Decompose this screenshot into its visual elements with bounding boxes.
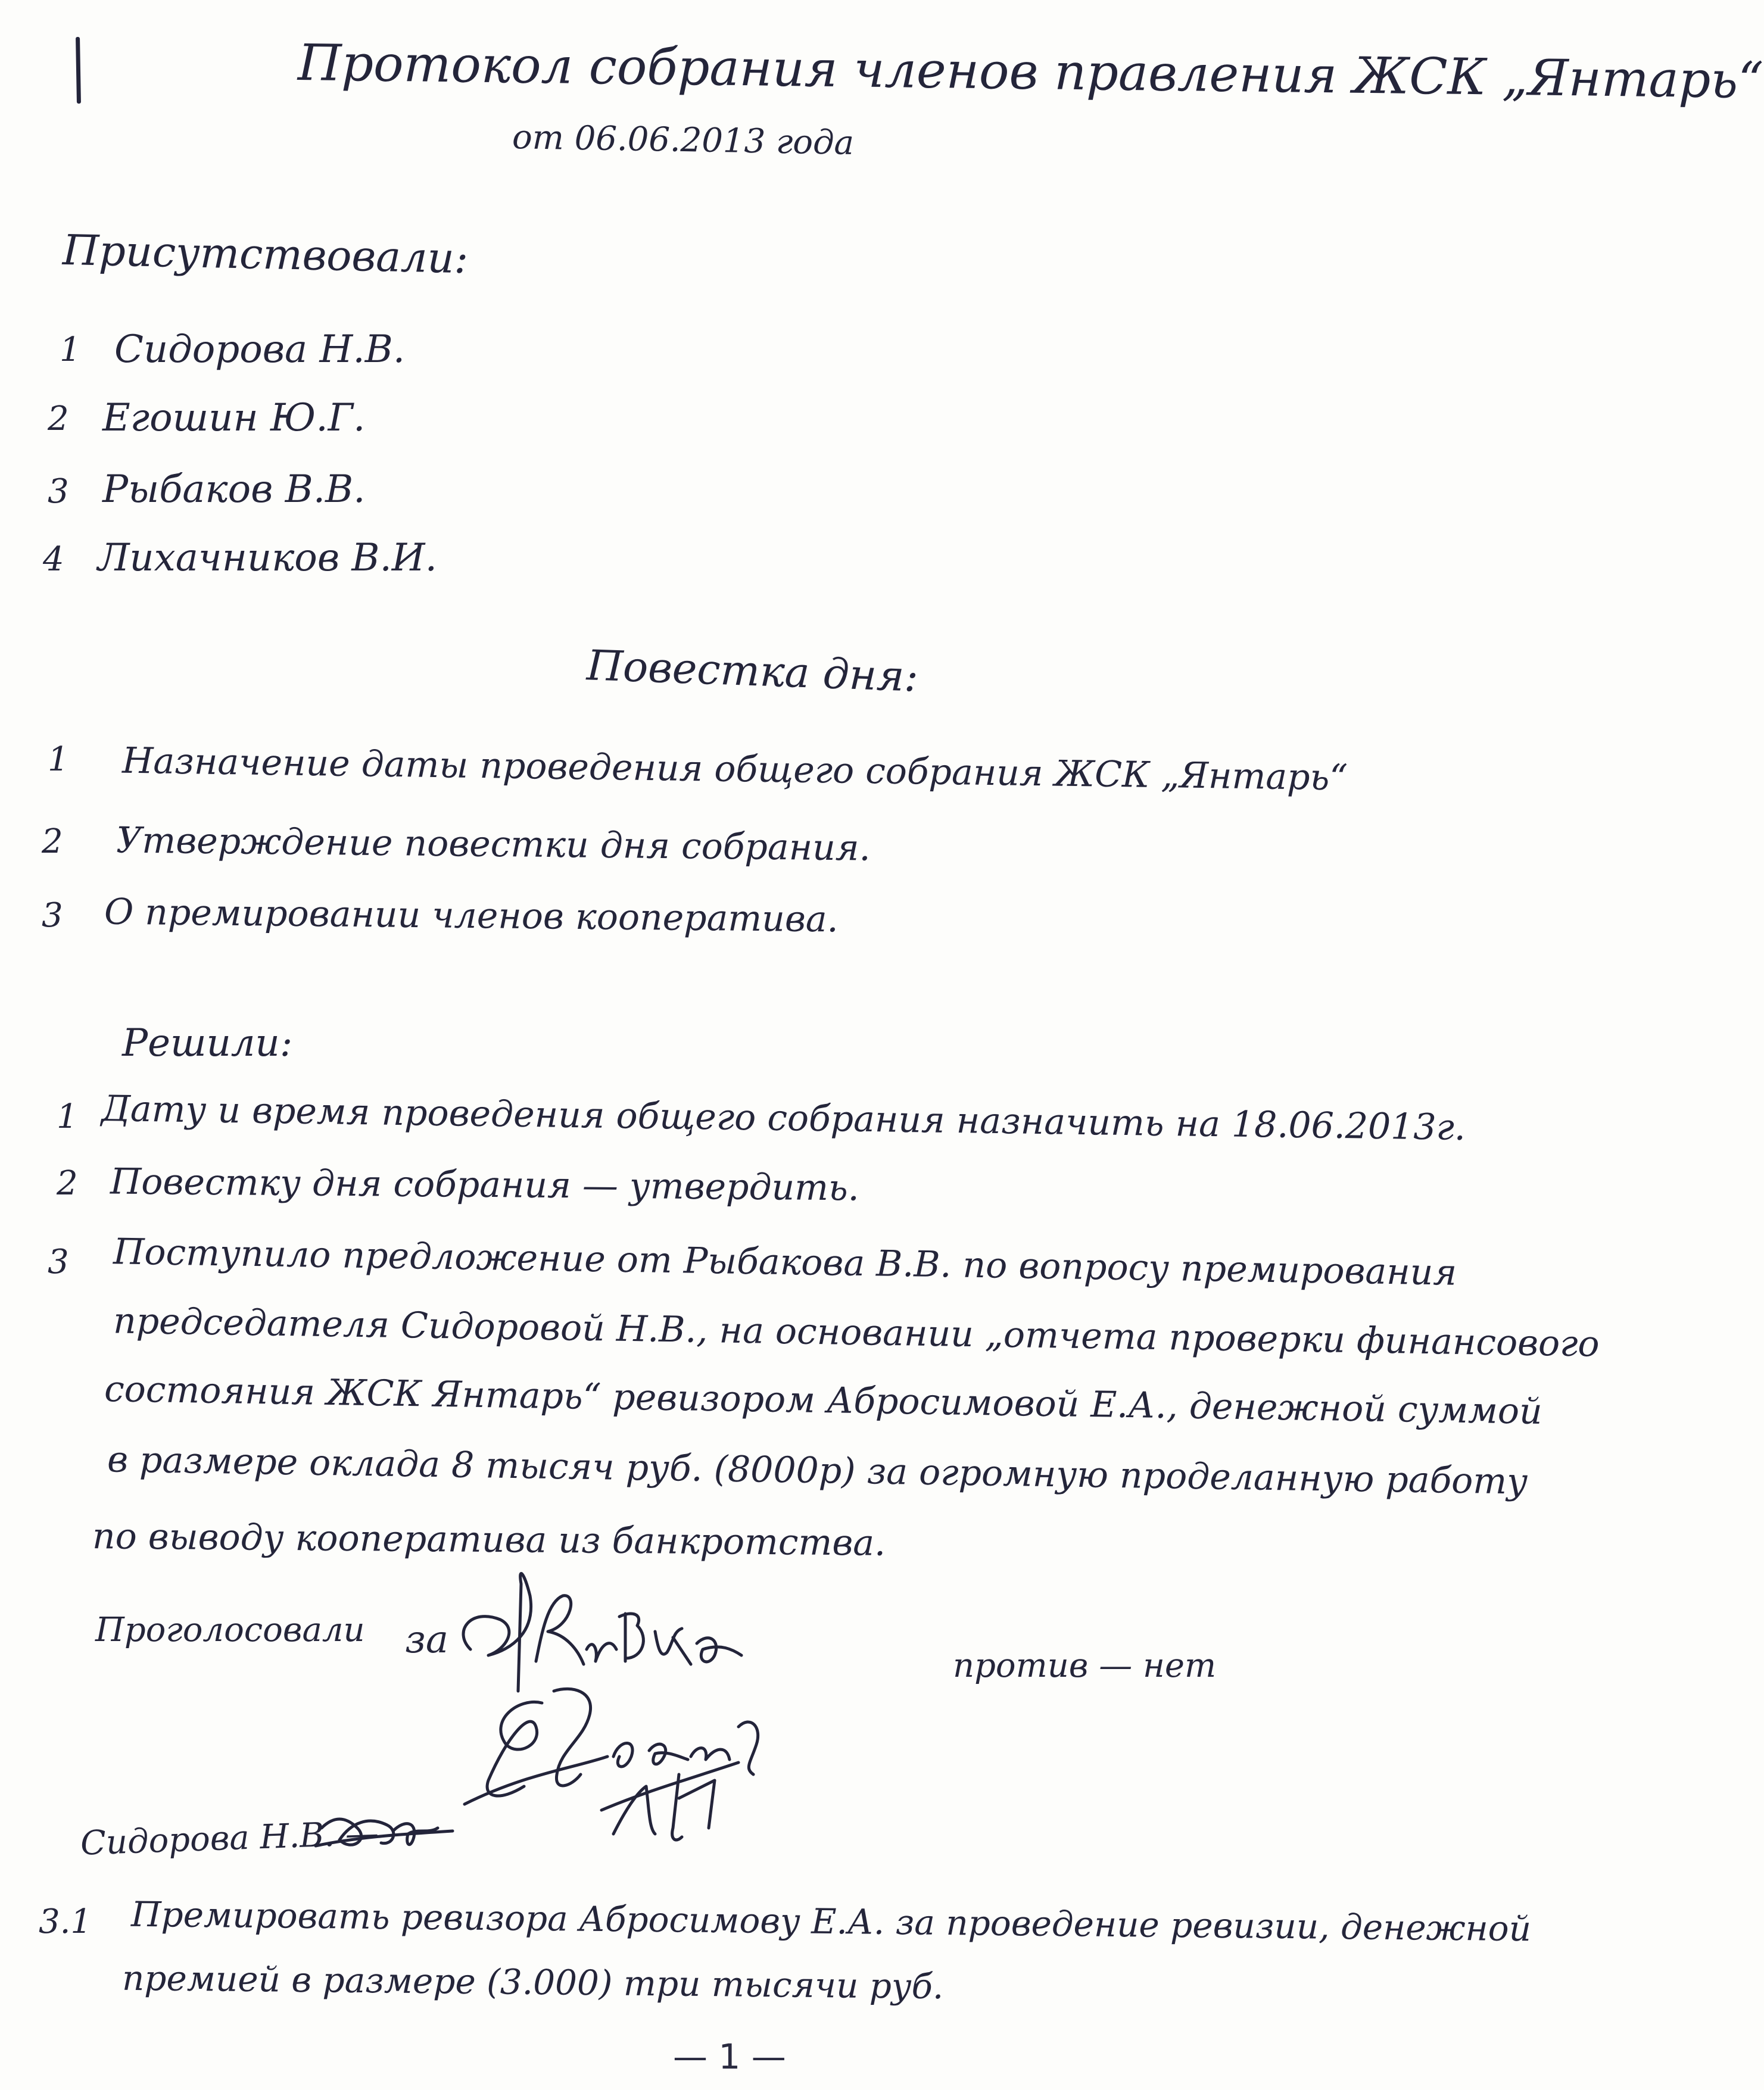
agenda-number: 1	[48, 740, 69, 779]
decision-line: в размере оклада 8 тысяч руб. (8000р) за огромную проделанную работу	[107, 1439, 1528, 1503]
document-date: от 06.06.2013 года	[512, 117, 855, 163]
addendum-number: 3.1	[39, 1902, 92, 1941]
attendee-number: 1	[60, 330, 81, 369]
page-number: — 1 —	[673, 2036, 786, 2077]
decision-text: Дату и время проведения общего собрания назначить на 18.06.2013г.	[101, 1088, 1466, 1149]
attendee-number: 2	[48, 400, 69, 438]
decision-line: председателя Сидоровой Н.В., на основании „отчета проверки финансового	[113, 1300, 1600, 1365]
vote-for-label: за	[405, 1618, 449, 1662]
attendee-name: Сидорова Н.В.	[114, 327, 406, 372]
decision-line: состояния ЖСК Янтарь“ ревизором Абросимовой Е.А., денежной суммой	[104, 1368, 1543, 1433]
attendee-number: 4	[43, 540, 64, 579]
addendum-line: Премировать ревизора Абросимову Е.А. за проведение ревизии, денежной	[130, 1894, 1532, 1949]
agenda-text: О премировании членов кооператива.	[104, 891, 839, 941]
attendee-name: Лихачников В.И.	[98, 536, 437, 580]
vote-against: против — нет	[953, 1646, 1217, 1685]
agenda-text: Утверждение повестки дня собрания.	[116, 819, 871, 869]
signature-likhachnikov-mark	[590, 1739, 744, 1852]
agenda-text: Назначение даты проведения общего собрания ЖСК „Янтарь“	[121, 740, 1348, 799]
attendee-name: Рыбаков В.В.	[102, 467, 366, 511]
decision-number: 3	[48, 1243, 69, 1281]
decision-number: 1	[57, 1097, 78, 1136]
decision-line: по выводу кооператива из банкротства.	[92, 1515, 886, 1564]
agenda-number: 2	[42, 822, 63, 861]
margin-mark	[76, 37, 81, 104]
attendee-name: Егошин Ю.Г.	[102, 396, 366, 440]
addendum-line: премией в размере (3.000) три тысячи руб.	[121, 1957, 944, 2007]
decision-line: Поступило предложение от Рыбакова В.В. по вопросу премирования	[113, 1231, 1457, 1294]
attendance-heading: Присутствовали:	[62, 225, 469, 283]
agenda-heading: Повестка дня:	[585, 641, 920, 701]
agenda-number: 3	[42, 896, 63, 935]
vote-label: Проголосовали	[95, 1611, 365, 1649]
sidorova-signature-label: Сидорова Н.В. —	[80, 1814, 379, 1863]
decisions-heading: Решили:	[122, 1021, 293, 1065]
document-title: Протокол собрания членов правления ЖСК „Янтарь“	[297, 33, 1764, 110]
decision-number: 2	[57, 1164, 78, 1203]
attendee-number: 3	[48, 472, 69, 511]
signature-sidorova-mark	[310, 1792, 459, 1870]
decision-text: Повестку дня собрания — утвердить.	[110, 1161, 860, 1209]
